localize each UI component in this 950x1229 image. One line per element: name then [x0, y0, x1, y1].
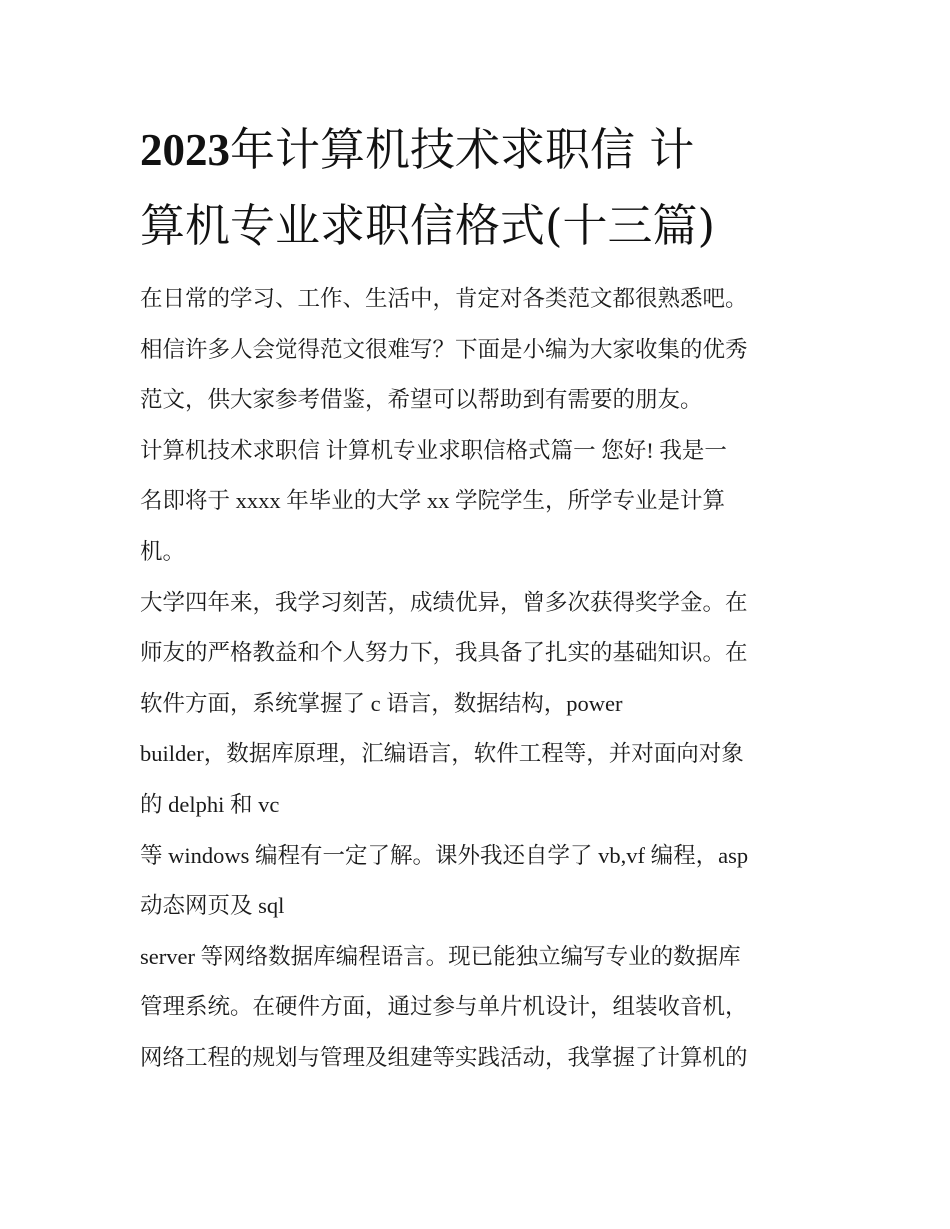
body-line: 等 windows 编程有一定了解。课外我还自学了 vb,vf 编程，asp	[140, 842, 749, 868]
body-line: 在日常的学习、工作、生活中，肯定对各类范文都很熟悉吧。	[140, 286, 748, 311]
title-line-2: 算机专业求职信格式(十三篇)	[140, 199, 716, 252]
body-line: 计算机技术求职信 计算机专业求职信格式篇一 您好! 我是一	[140, 437, 727, 463]
document-title	[140, 112, 820, 264]
title-year: 2023	[140, 125, 230, 175]
body-line: 机。	[140, 538, 186, 564]
body-line: builder，数据库原理，汇编语言，软件工程等，并对面向对象	[140, 741, 744, 767]
body-line: 网络工程的规划与管理及组建等实践活动，我掌握了计算机的	[140, 1044, 748, 1070]
body-line: server 等网络数据库编程语言。现已能独立编写专业的数据库	[140, 943, 741, 969]
body-line: 管理系统。在硬件方面，通过参与单片机设计，组装收音机，	[140, 994, 748, 1020]
body-line: 动态网页及 sql	[140, 893, 285, 919]
body-line: 师友的严格教益和个人努力下，我具备了扎实的基础知识。在	[140, 640, 748, 666]
document-body	[140, 274, 830, 1084]
body-line: 相信许多人会觉得范文很难写？下面是小编为大家收集的优秀	[140, 336, 748, 362]
body-line: 大学四年来，我学习刻苦，成绩优异，曾多次获得奖学金。在	[140, 589, 748, 615]
title-line-1-rest: 年计算机技术求职信 计	[230, 123, 695, 176]
body-line: 软件方面，系统掌握了 c 语言，数据结构，power	[140, 690, 623, 716]
body-line: 范文，供大家参考借鉴，希望可以帮助到有需要的朋友。	[140, 387, 703, 413]
body-line: 名即将于 xxxx 年毕业的大学 xx 学院学生，所学专业是计算	[140, 488, 726, 514]
body-line: 的 delphi 和 vc	[140, 791, 280, 817]
